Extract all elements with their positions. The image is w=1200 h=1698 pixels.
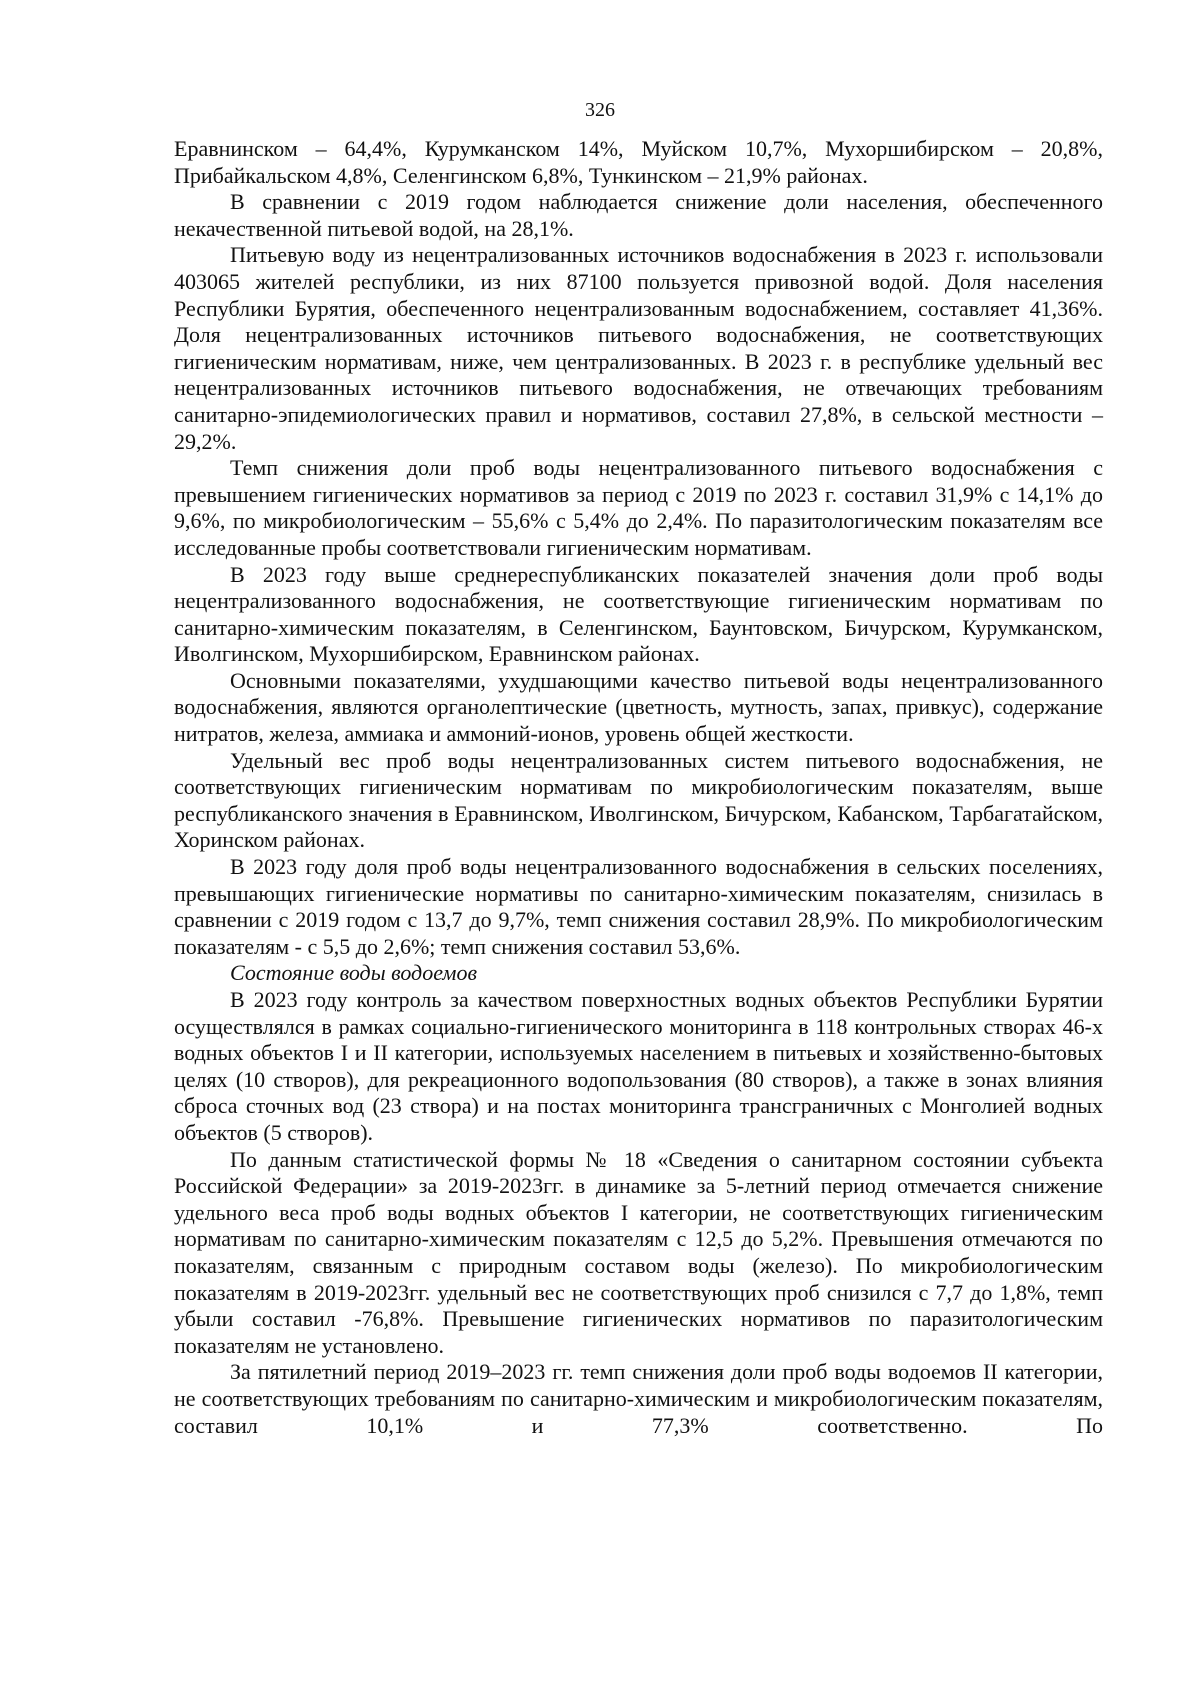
paragraph: В 2023 году контроль за качеством поверхностных водных объектов Республики Бурятии осуществлялся в рамках социально-гигиенического мониторинга в 118 контрольных створах 46-х водных объектов I и II категории, используемых населением в питьевых и хозяйственно-бытовых целях (10 створов), для рекреационного водопользования (80 створов), а также в зонах влияния сброса сточных вод (23 створа) и на постах мониторинга трансграничных с Монголией водных объектов (5 створов). [174, 987, 1103, 1145]
paragraph: Основными показателями, ухудшающими качество питьевой воды нецентрализованного водоснабжения, являются органолептические (цветность, мутность, запах, привкус), содержание нитратов, железа, аммиака и аммоний-ионов, уровень общей жесткости. [174, 667, 1103, 747]
document-body [174, 136, 1103, 1439]
paragraph-continuation: Еравнинском – 64,4%, Курумканском 14%, Муйском 10,7%, Мухоршибирском – 20,8%, Прибайкальском 4,8%, Селенгинском 6,8%, Тункинском – 21,9% районах. [174, 136, 1103, 188]
paragraph: В 2023 году выше среднереспубликанских показателей значения доли проб воды нецентрализованного водоснабжения, не соответствующие гигиеническим нормативам по санитарно-химическим показателям, в Селенгинском, Баунтовском, Бичурском, Курумканском, Иволгинском, Мухоршибирском, Еравнинском районах. [174, 561, 1103, 667]
page-number: 326 [585, 99, 615, 121]
paragraph: В 2023 году доля проб воды нецентрализованного водоснабжения в сельских поселениях, превышающих гигиенические нормативы по санитарно-химическим показателям, снизилась в сравнении с 2019 годом с 13,7 до 9,7%, темп снижения составил 28,9%. По микробиологическим показателям - с 5,5 до 2,6%; темп снижения составил 53,6%. [174, 854, 1103, 959]
section-heading: Состояние воды водоемов [230, 960, 477, 986]
paragraph: Питьевую воду из нецентрализованных источников водоснабжения в 2023 г. использовали 403065 жителей республики, из них 87100 пользуется привозной водой. Доля населения Республики Бурятия, обеспеченного нецентрализованным водоснабжением, составляет 41,36%. Доля нецентрализованных источников питьевого водоснабжения, не соответствующих гигиеническим нормативам, ниже, чем централизованных. В 2023 г. в республике удельный вес нецентрализованных источников питьевого водоснабжения, не отвечающих требованиям санитарно-эпидемиологических правил и нормативов, составил 27,8%, в сельской местности – 29,2%. [174, 242, 1103, 454]
paragraph: Темп снижения доли проб воды нецентрализованного питьевого водоснабжения с превышением гигиенических нормативов за период с 2019 по 2023 г. составил 31,9% с 14,1% до 9,6%, по микробиологическим – 55,6% с 5,4% до 2,4%. По паразитологическим показателям все исследованные пробы соответствовали гигиеническим нормативам. [174, 455, 1103, 560]
paragraph-continues-next-page: За пятилетний период 2019–2023 гг. темп снижения доли проб воды водоемов II категории, не соответствующих требованиям по санитарно-химическим и микробиологическим показателям, составил 10,1% и 77,3% соответственно. По [174, 1359, 1103, 1438]
paragraph: По данным статистической формы № 18 «Сведения о санитарном состоянии субъекта Российской Федерации» за 2019-2023гг. в динамике за 5-летний период отмечается снижение удельного веса проб воды водных объектов I категории, не соответствующих гигиеническим нормативам по санитарно-химическим показателям с 12,5 до 5,2%. Превышения отмечаются по показателям, связанным с природным составом воды (железо). По микробиологическим показателям в 2019-2023гг. удельный вес не соответствующих проб снизился с 7,7 до 1,8%, темп убыли составил -76,8%. Превышение гигиенических нормативов по паразитологическим показателям не установлено. [174, 1146, 1103, 1358]
paragraph: В сравнении с 2019 годом наблюдается снижение доли населения, обеспеченного некачественной питьевой водой, на 28,1%. [174, 189, 1103, 241]
paragraph: Удельный вес проб воды нецентрализованных систем питьевого водоснабжения, не соответствующих гигиеническим нормативам по микробиологическим показателям, выше республиканского значения в Еравнинском, Иволгинском, Бичурском, Кабанском, Тарбагатайском, Хоринском районах. [174, 747, 1103, 853]
